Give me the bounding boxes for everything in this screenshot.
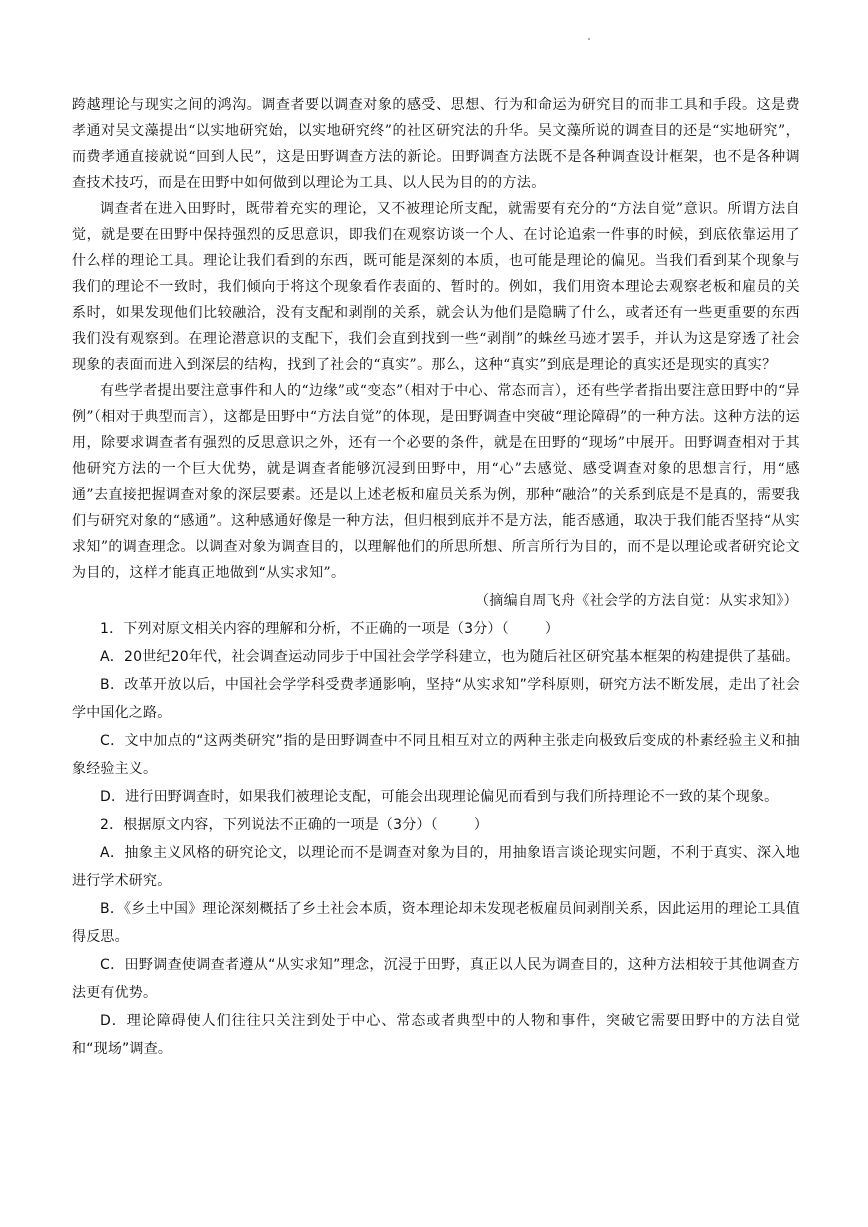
question-stem-text: 1．下列对原文相关内容的理解和分析，不正确的一项是（3分）（ [100, 621, 509, 637]
passage-paragraph-1: 跨越理论与现实之间的鸿沟。调查者要以调查对象的感受、思想、行为和命运为研究目的而非工具和手段。这是费孝通对吴文藻提出“以实地研究始，以实地研究终”的社区研究法的升华。吴文藻所说的调查目的还是“实地研究”，而费孝通直接就说“回到人民”，这是田野调查方法的新论。田野调查方法既不是各种调查设计框架，也不是各种调查技术技巧，而是在田野中如何做到以理论为工具、以人民为目的的方法。 [72, 97, 800, 191]
question-stem-close: ） [544, 621, 560, 637]
question-stem [72, 615, 800, 643]
passage-paragraph-2: 调查者在进入田野时，既带着充实的理论，又不被理论所支配，就需要有充分的“方法自觉”意识。所谓方法自觉，就是要在田野中保持强烈的反思意识，即我们在观察访谈一个人、在讨论追索一件事的时候，到底依靠运用了什么样的理论工具。理论让我们看到的东西，既可能是深刻的本质，也可能是理论的偏见。当我们看到某个现象与我们的理论不一致时，我们倾向于将这个现象看作表面的、暂时的。例如，我们用资本理论去观察老板和雇员的关系时，如果发现他们比较融洽，没有支配和剥削的关系，就会认为他们是隐瞒了什么，或者还有一些更重要的东西我们没有观察到。在理论潜意识的支配下，我们会直到找到一些“剥削”的蛛丝马迹才罢手，并认为这是穿透了社会现象的表面而进入到深层的结构，找到了社会的“真实”。那么，这种“真实”到底是理论的真实还是现实的真实？ [72, 201, 800, 373]
question-stem [72, 811, 800, 839]
passage-paragraph-3: 有些学者提出要注意事件和人的“边缘”或“变态”（相对于中心、常态而言），还有些学者指出要注意田野中的“异例”（相对于典型而言），这都是田野中“方法自觉”的体现，是田野调查中突破“理论障碍”的一种方法。这种方法的运用，除要求调查者有强烈的反思意识之外，还有一个必要的条件，就是在田野的“现场”中展开。田野调查相对于其他研究方法的一个巨大优势，就是调查者能够沉浸到田野中，用“心”去感觉、感受调查对象的思想言行，用“感通”去直接把握调查对象的深层要素。还是以上述老板和雇员关系为例，那种“融洽”的关系到底是不是真的，需要我们与研究对象的“感通”。这种感通好像是一种方法，但归根到底并不是方法，能否感通，取决于我们能否坚持“从实求知”的调查理念。以调查对象为调查目的，以理解他们的所思所想、所言所行为目的，而不是以理论或者研究论文为目的，这样才能真正地做到“从实求知”。 [72, 383, 800, 581]
option-c: C．田野调查使调查者遵从“从实求知”理念，沉浸于田野，真正以人民为调查目的，这种方法相较于其他调查方法更有优势。 [72, 957, 800, 1001]
question-stem-close: ） [473, 817, 489, 833]
question-stem-text: 2．根据原文内容，下列说法不正确的一项是（3分）（ [100, 817, 438, 833]
option-d: D．进行田野调查时，如果我们被理论支配，可能会出现理论偏见而看到与我们所持理论不一致的某个现象。 [100, 789, 779, 805]
question-1 [72, 615, 800, 811]
option-d: D．理论障碍使人们往往只关注到处于中心、常态或者典型中的人物和事件，突破它需要田野中的方法自觉和“现场”调查。 [72, 1013, 800, 1057]
option-a: A．抽象主义风格的研究论文，以理论而不是调查对象为目的，用抽象语言谈论现实问题，不利于真实、深入地进行学术研究。 [72, 845, 800, 889]
scan-mark [588, 38, 590, 40]
option-b: B．《乡土中国》理论深刻概括了乡土社会本质，资本理论却未发现老板雇员间剥削关系，因此运用的理论工具值得反思。 [72, 901, 800, 945]
option-b: B．改革开放以后，中国社会学学科受费孝通影响，坚持“从实求知”学科原则，研究方法不断发展，走出了社会学中国化之路。 [72, 677, 800, 721]
passage-source: （摘编自周飞舟《社会学的方法自觉：从实求知》） [474, 593, 798, 609]
reading-passage [72, 92, 800, 1063]
question-list [72, 615, 800, 1063]
option-c: C．文中加点的“这两类研究”指的是田野调查中不同且相互对立的两种主张走向极致后变成的朴素经验主义和抽象经验主义。 [72, 733, 800, 777]
question-2 [72, 811, 800, 1063]
option-a: A．20世纪20年代，社会调查运动同步于中国社会学学科建立，也为随后社区研究基本框架的构建提供了基础。 [100, 649, 800, 665]
